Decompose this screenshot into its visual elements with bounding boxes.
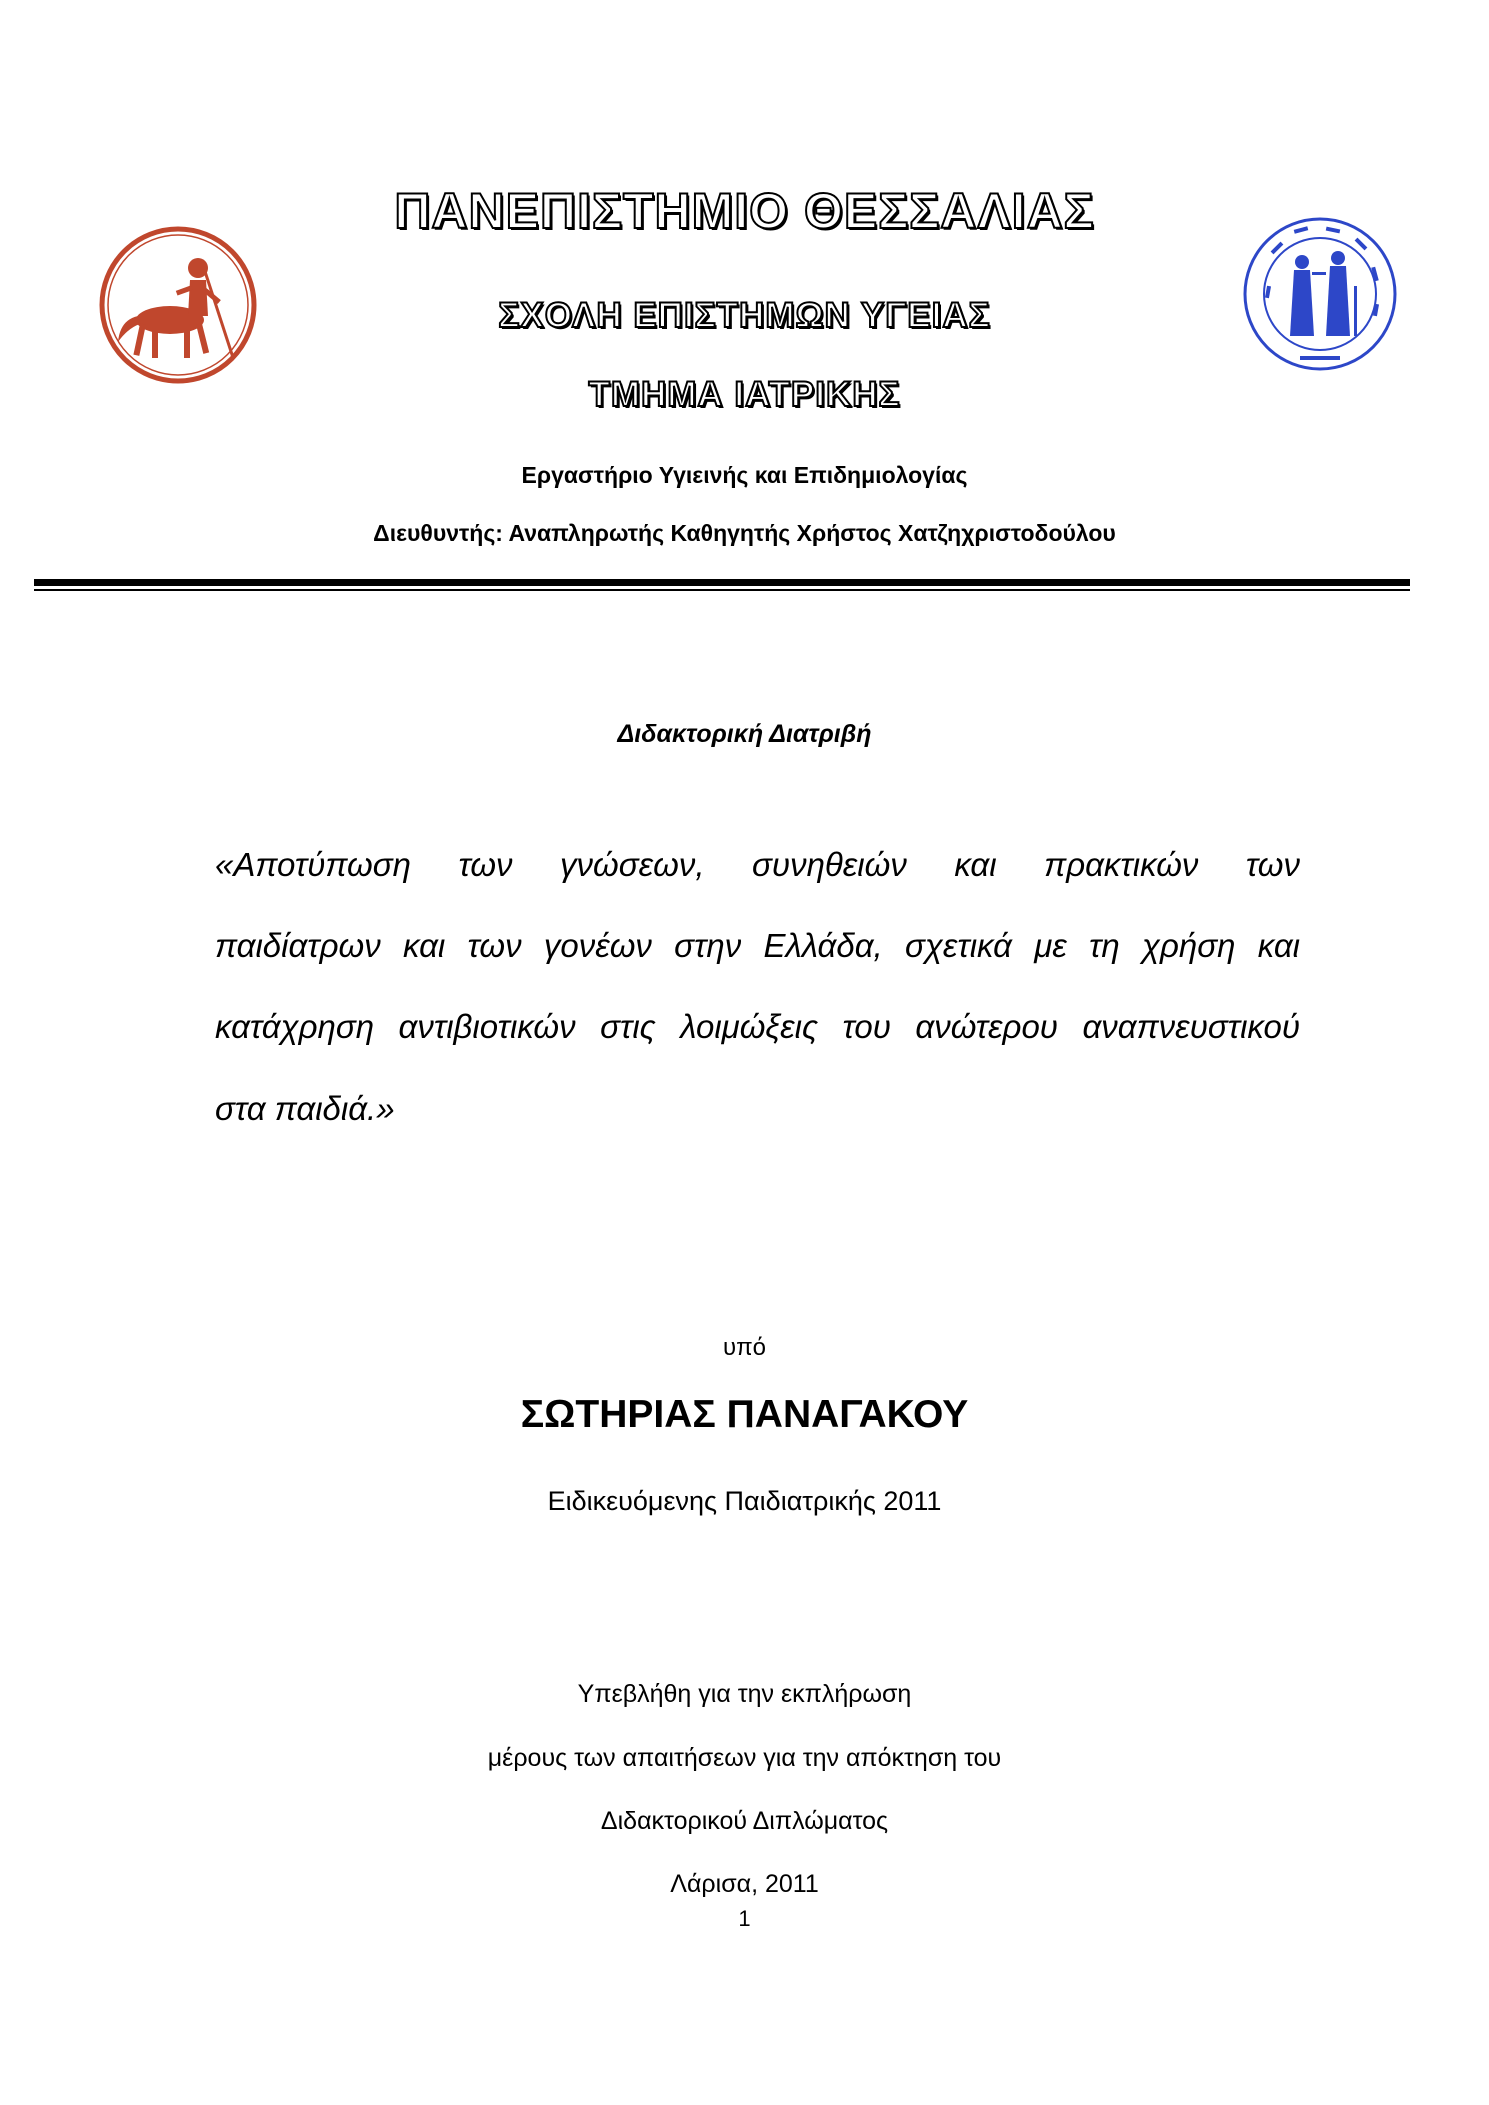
submission-line-2: μέρους των απαιτήσεων για την απόκτηση του [487,1744,1002,1772]
title-line-2: παιδίατρων και των γονέων στην Ελλάδα, σχετικά με τη χρήση και [215,927,1300,964]
header-divider-thick [34,579,1410,586]
place-date: Λάρισα, 2011 [670,1870,819,1898]
document-type: Διδακτορική Διατριβή [617,720,872,748]
author-name: ΣΩΤΗΡΙΑΣ ΠΑΝΑΓΑΚΟΥ [520,1393,969,1436]
department-name: ΤΜΗΜΑ ΙΑΤΡΙΚΗΣ [588,375,901,414]
university-name: ΠΑΝΕΠΙΣΤΗΜΙΟ ΘΕΣΣΑΛΙΑΣ [394,183,1095,239]
title-line-1: «Αποτύπωση των γνώσεων, συνηθειών και πρακτικών των [215,846,1300,883]
laboratory-name: Εργαστήριο Υγιεινής και Επιδημιολογίας [521,462,968,488]
submission-line-3: Διδακτορικού Διπλώματος [600,1807,889,1835]
page-number: 1 [738,1906,751,1931]
school-name: ΣΧΟΛΗ ΕΠΙΣΤΗΜΩΝ ΥΓΕΙΑΣ [498,296,991,335]
title-line-3: κατάχρηση αντιβιοτικών στις λοιμώξεις του ανώτερου αναπνευστικού [215,1008,1300,1045]
title-line-4: στα παιδιά.» [215,1090,395,1127]
director-line: Διευθυντής: Αναπληρωτής Καθηγητής Χρήστος Χατζηχριστοδούλου [373,520,1116,546]
author-role: Ειδικευόμενης Παιδιατρικής 2011 [547,1486,942,1516]
header-divider-thin [34,589,1410,591]
submission-line-1: Υπεβλήθη για την εκπλήρωση [577,1680,912,1708]
by-label: υπό [722,1334,767,1361]
